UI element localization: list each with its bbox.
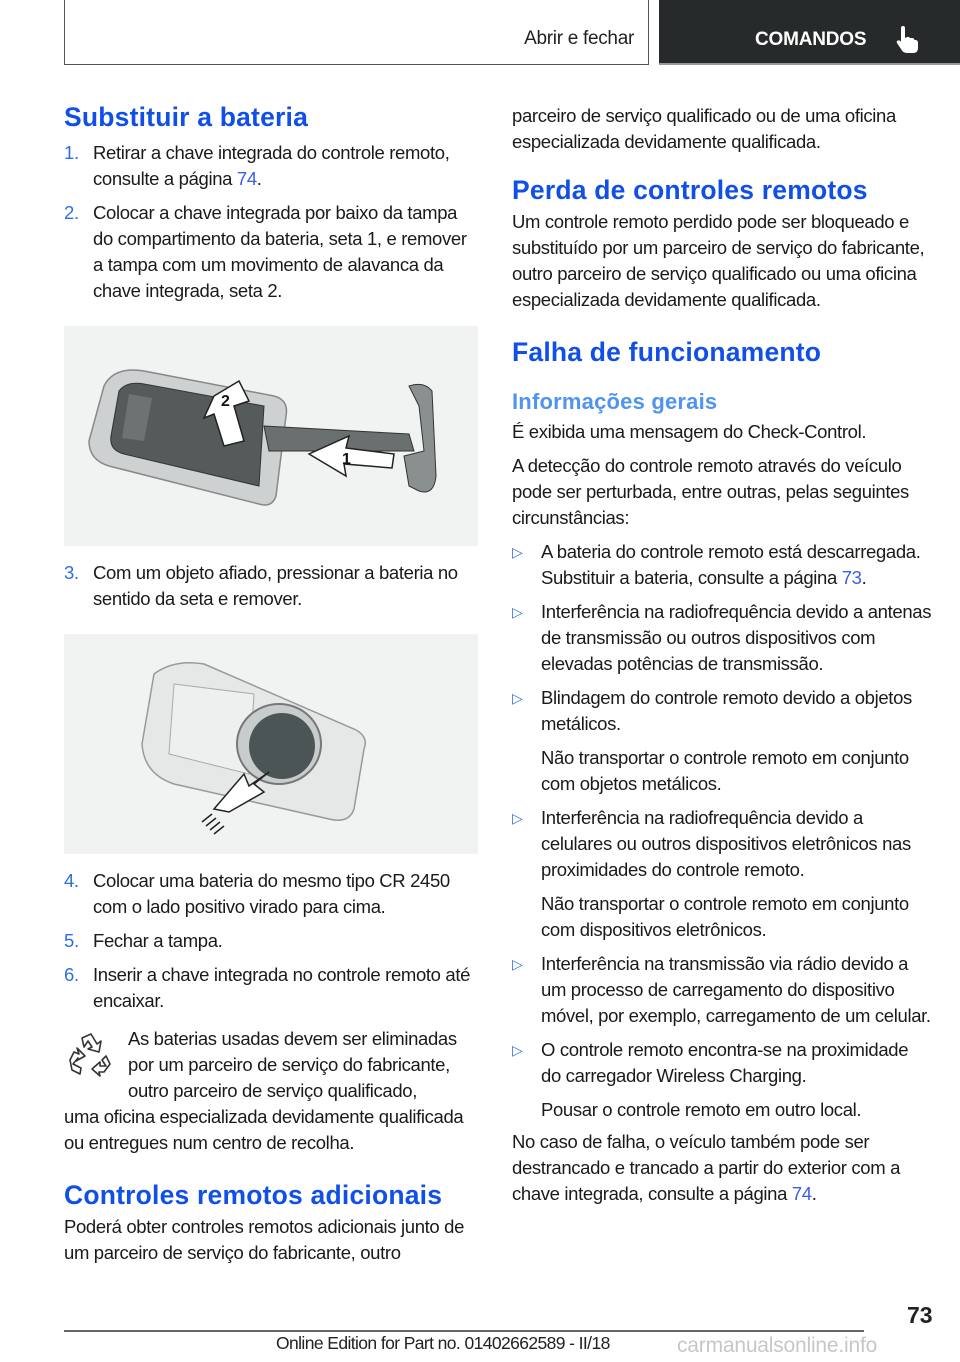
pointing-hand-icon: [895, 26, 919, 54]
section-title: Abrir e fechar: [524, 28, 634, 49]
page-link-74[interactable]: 74: [791, 1183, 812, 1204]
malfunction-heading: Falha de funcionamento: [512, 337, 822, 367]
step-number: 1.: [64, 142, 79, 163]
continued-text: parceiro de serviço qualificado ou de uma oficina especializada devidamente qualificada.: [512, 105, 896, 152]
step-1: [64, 140, 479, 192]
bullet-text: Blindagem do controle remoto devido a objetos metálicos.: [541, 687, 912, 734]
check-control-text: É exibida uma mensagem do Check-Control.: [512, 421, 867, 442]
battery-heading: Substituir a bateria: [64, 102, 309, 132]
loss-heading: Perda de controles remotos: [512, 175, 868, 205]
bullet-item: [512, 685, 932, 737]
loss-text: Um controle remoto perdido pode ser bloqueado e substituído por um parceiro de serviço do fabricante, outro parceiro de serviço qualificado ou uma oficina especializada devidamente qualificada.: [512, 211, 925, 310]
step-text: Retirar a chave integrada do controle remoto, consulte a página: [93, 142, 450, 189]
triangle-bullet-icon: ▷: [512, 604, 523, 620]
svg-text:2: 2: [221, 393, 230, 410]
bullet-subtext: Não transportar o controle remoto em conjunto com dispositivos eletrônicos.: [541, 893, 909, 940]
recycle-note-continuation: uma oficina especializada devidamente qualificada ou entregues num centro de recolha.: [64, 1106, 464, 1153]
triangle-bullet-icon: ▷: [512, 810, 523, 826]
step-number: 4.: [64, 870, 79, 891]
bullet-text: Interferência na radiofrequência devido a antenas de transmissão ou outros dispositivos com elevadas potências de transmissão.: [541, 601, 932, 674]
bullet-subtext: Não transportar o controle remoto em conjunto com objetos metálicos.: [541, 747, 909, 794]
bullet-item: [512, 951, 932, 1029]
step-number: 2.: [64, 202, 79, 223]
step-2: [64, 200, 479, 304]
punctuation: .: [861, 567, 867, 588]
svg-text:1: 1: [342, 451, 351, 468]
fallback-text: [512, 1129, 932, 1207]
bullet-text: Interferência na radiofrequência devido a celulares ou outros dispositivos eletrônicos nas proximidades do controle remoto.: [541, 807, 911, 880]
bullet-item: [512, 805, 932, 883]
bullet-item: [512, 539, 932, 591]
header-section-box: [64, 0, 649, 65]
bullet-item: [512, 599, 932, 677]
step-4: [64, 868, 479, 920]
step-number: 3.: [64, 562, 79, 583]
left-column: [64, 100, 479, 1266]
watermark-site: carmanualsonline.info: [677, 1334, 878, 1357]
recycle-note: [64, 1026, 479, 1156]
detection-text: A detecção do controle remoto através do veículo pode ser perturbada, entre outras, pelas seguintes circunstâncias:: [512, 455, 909, 528]
step-text: Colocar uma bateria do mesmo tipo CR 2450 com o lado positivo virado para cima.: [93, 870, 450, 917]
bullet-item: [512, 1037, 932, 1089]
step-text: Inserir a chave integrada no controle remoto até encaixar.: [93, 964, 471, 1011]
page-link-73[interactable]: 73: [841, 567, 862, 588]
step-5: [64, 928, 479, 954]
edition-text: Online Edition for Part no. 01402662589 - II/18: [276, 1333, 610, 1353]
step-text: Com um objeto afiado, pressionar a bateria no sentido da seta e remover.: [93, 562, 458, 609]
fallback-body: No caso de falha, o veículo também pode ser destrancado e trancado a partir do exterior com a chave integrada, consulte a página: [512, 1131, 901, 1204]
general-info-heading: Informações gerais: [512, 389, 718, 414]
additional-remotes-heading: Controles remotos adicionais: [64, 1180, 443, 1210]
step-3: [64, 560, 479, 612]
recycle-note-text: As baterias usadas devem ser eliminadas por um parceiro de serviço do fabricante, outro parceiro de serviço qualificado,: [128, 1028, 457, 1101]
bullet-text: Interferência na transmissão via rádio devido a um processo de carregamento do dispositivo móvel, por exemplo, carregamento de um celular.: [541, 953, 931, 1026]
punctuation: .: [256, 168, 262, 189]
recycle-icon: [64, 1030, 114, 1080]
step-number: 5.: [64, 930, 79, 951]
triangle-bullet-icon: ▷: [512, 690, 523, 706]
bullet-text: O controle remoto encontra-se na proximidade do carregador Wireless Charging.: [541, 1039, 909, 1086]
triangle-bullet-icon: ▷: [512, 544, 523, 560]
figure-battery-removal: [64, 634, 478, 854]
page-number: 73: [907, 1302, 933, 1328]
step-text: Colocar a chave integrada por baixo da tampa do compartimento da bateria, seta 1, e remover a tampa com um movimento de alavanca da chave integrada, seta 2.: [93, 202, 467, 301]
triangle-bullet-icon: ▷: [512, 956, 523, 972]
chapter-label: COMANDOS: [755, 29, 867, 50]
page-link-74[interactable]: 74: [236, 168, 257, 189]
figure-key-removal: [64, 326, 478, 546]
step-6: [64, 962, 479, 1014]
step-text: Fechar a tampa.: [93, 930, 223, 951]
additional-remotes-text: Poderá obter controles remotos adicionais junto de um parceiro de serviço do fabricante, outro: [64, 1216, 465, 1263]
bullet-text: A bateria do controle remoto está descarregada. Substituir a bateria, consulte a página: [541, 541, 921, 588]
key-fob-illustration: [64, 326, 478, 546]
triangle-bullet-icon: ▷: [512, 1042, 523, 1058]
step-number: 6.: [64, 964, 79, 985]
chapter-tab: [659, 0, 960, 65]
punctuation: .: [811, 1183, 817, 1204]
battery-compartment-illustration: [64, 634, 478, 854]
bullet-subtext: Pousar o controle remoto em outro local.: [541, 1099, 862, 1120]
footer-divider: [64, 1330, 864, 1332]
right-column: [512, 100, 932, 1207]
